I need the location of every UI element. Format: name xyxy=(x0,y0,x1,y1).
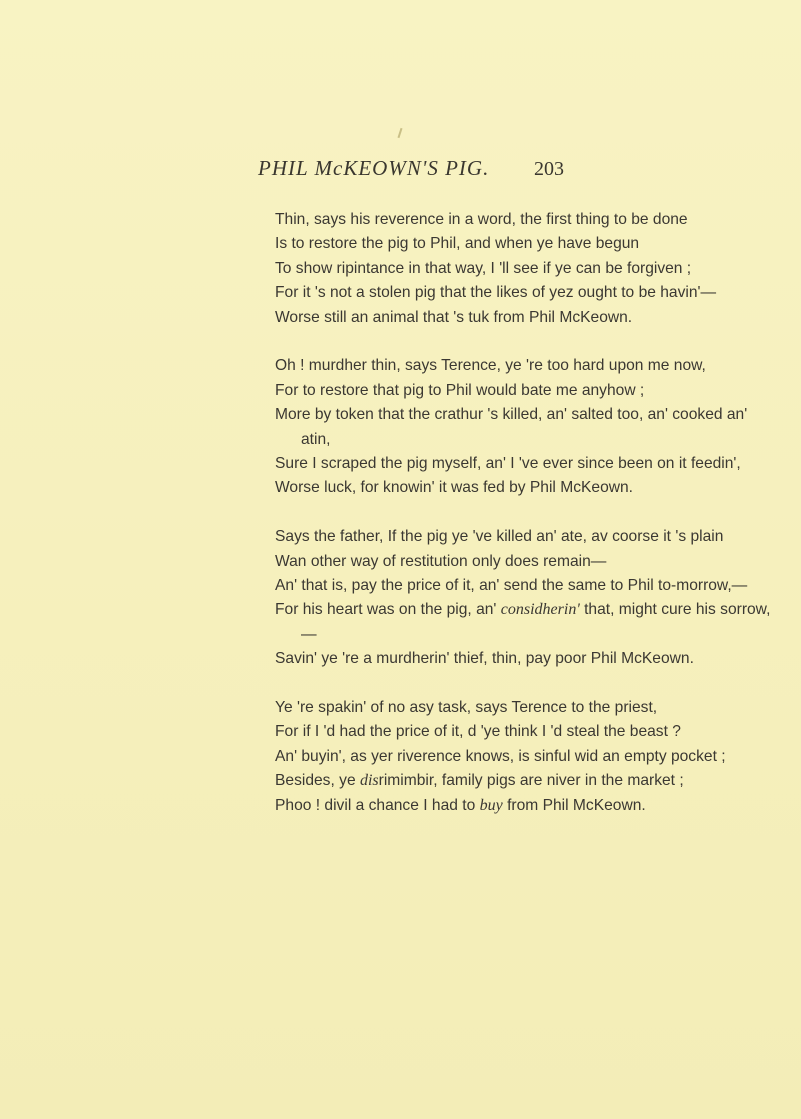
poem-line: Oh ! murdher thin, says Terence, ye 're too hard upon me now, xyxy=(275,357,706,375)
italic-word: buy xyxy=(479,796,503,814)
page-number: 203 xyxy=(534,158,564,180)
poem-line: Thin, says his reverence in a word, the first thing to be done xyxy=(275,211,688,228)
stanza-1 xyxy=(275,208,775,330)
italic-word: dis xyxy=(359,772,379,790)
running-title: PHIL McKEOWN'S PIG. xyxy=(258,156,490,180)
poem-line: Says the father, If the pig ye 've killed an' ate, av coorse it 's plain xyxy=(275,528,724,546)
poem-line: Is to restore the pig to Phil, and when ye have begun xyxy=(275,235,640,253)
poem-line: Ye 're spakin' of no asy task, says Terence to the priest, xyxy=(275,699,658,717)
poem-line: An' buyin', as yer riverence knows, is sinful wid an empty pocket ; xyxy=(275,747,726,765)
poem-line: For to restore that pig to Phil would bate me anyhow ; xyxy=(275,381,645,399)
poem-line: More by token that the crathur 's killed, an' salted too, an' cooked an' atin, xyxy=(275,406,748,448)
poem-text xyxy=(275,208,775,843)
poem-line: To show ripintance in that way, I 'll see if ye can be forgiven ; xyxy=(275,259,692,277)
poem-line: Sure I scraped the pig myself, an' I 've ever since been on it feedin', xyxy=(275,455,741,473)
poem-line: Worse still an animal that 's tuk from Phil McKeown. xyxy=(275,308,633,326)
poem-line: Savin' ye 're a murdherin' thief, thin, pay poor Phil McKeown. xyxy=(275,650,694,668)
italic-word: considherin' xyxy=(500,601,580,619)
poem-line: For if I 'd had the price of it, d 'ye think I 'd steal the beast ? xyxy=(275,723,681,741)
poem-line-part: that, might cure his sorrow,— xyxy=(301,601,771,643)
stanza-2 xyxy=(275,354,775,500)
poem-line: An' that is, pay the price of it, an' send the same to Phil to-morrow,— xyxy=(275,577,748,595)
poem-line: Worse luck, for knowin' it was fed by Phil McKeown. xyxy=(275,479,634,497)
paper-speck xyxy=(398,128,403,138)
poem-line-part: from Phil McKeown. xyxy=(507,796,646,814)
poem-line: Wan other way of restitution only does remain— xyxy=(275,552,607,570)
poem-line-part: rimimbir, family pigs are niver in the market ; xyxy=(378,772,684,790)
page-header xyxy=(0,156,801,186)
poem-line xyxy=(275,794,775,818)
stanza-4 xyxy=(275,696,775,818)
stanza-3 xyxy=(275,525,775,671)
poem-line: For it 's not a stolen pig that the likes of yez ought to be havin'— xyxy=(275,284,717,302)
poem-line xyxy=(275,769,775,793)
poem-line-part: Phoo ! divil a chance I had to xyxy=(275,796,476,814)
poem-line-part: For his heart was on the pig, an' xyxy=(275,601,497,619)
poem-line-part: Besides, ye xyxy=(275,772,356,790)
poem-line xyxy=(275,598,775,647)
